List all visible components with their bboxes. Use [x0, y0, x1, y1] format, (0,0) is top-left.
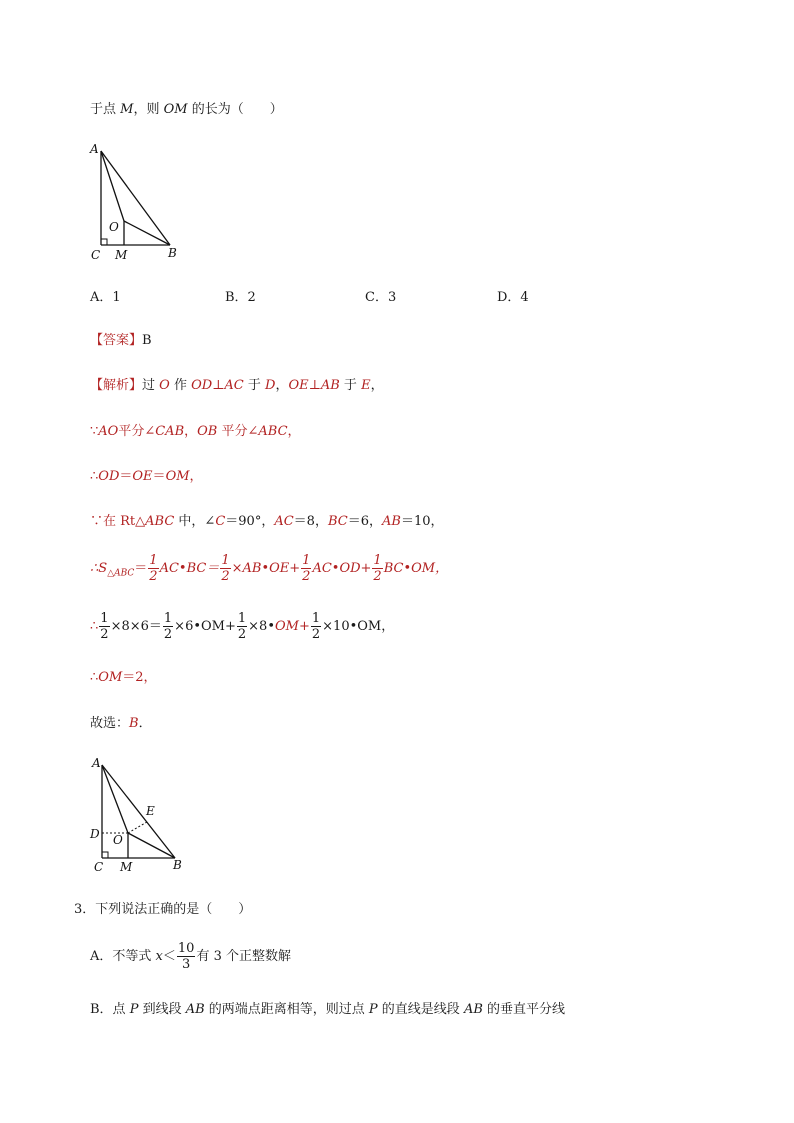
num: 1 — [149, 553, 158, 568]
text: BC•OM， — [383, 561, 449, 576]
label-c: C — [94, 860, 104, 874]
fraction-half — [99, 611, 109, 642]
text: ， — [189, 469, 203, 484]
analysis-line-2 — [90, 422, 301, 442]
text: ＝2， — [122, 670, 157, 685]
fraction-half — [301, 553, 311, 584]
var: C — [215, 514, 226, 529]
text: 中，∠ — [174, 514, 216, 529]
analysis-line-6 — [90, 610, 394, 644]
var: OD⊥AC — [191, 378, 244, 393]
text: ∴S — [90, 561, 108, 576]
var: AB — [381, 514, 401, 529]
var: OM+ — [275, 619, 310, 634]
label-o: O — [109, 220, 119, 234]
fraction-half — [163, 611, 173, 642]
q2-stem-tail — [90, 100, 283, 120]
text: 于 — [243, 378, 266, 393]
label-m: M — [120, 860, 133, 874]
var: OD — [98, 469, 120, 484]
text: ×6•OM+ — [174, 619, 236, 634]
var: OB — [197, 424, 218, 439]
label-d: D — [90, 827, 100, 841]
stem-text: 的长为（ ） — [187, 102, 283, 117]
analysis-line-4 — [90, 512, 443, 532]
text: ， — [184, 424, 198, 439]
q3-option-a[interactable] — [90, 940, 291, 974]
text: 作 — [169, 378, 192, 393]
den: 2 — [311, 627, 321, 642]
text: 故选： — [90, 716, 130, 731]
var: B — [129, 716, 139, 731]
text: 的两端点距离相等，则过点 — [204, 1002, 369, 1017]
stem-text: ，则 — [133, 102, 164, 117]
var: P — [129, 1002, 139, 1017]
label-a: A — [92, 756, 101, 770]
var: ABC — [145, 514, 175, 529]
analysis-line-5 — [90, 552, 448, 591]
num: 1 — [237, 611, 247, 626]
label-a: A — [90, 142, 99, 156]
text: ×10•OM， — [322, 619, 395, 634]
subscript: △ABC — [107, 568, 135, 579]
num: 1 — [311, 611, 321, 626]
analysis-line-8 — [90, 714, 152, 734]
option-c[interactable]: C．3 — [365, 290, 397, 305]
stem-text: 于点 — [90, 102, 121, 117]
var: BC — [327, 514, 348, 529]
q3-stem: 3．下列说法正确的是（ ） — [74, 902, 252, 917]
text: 有 3 个正整数解 — [196, 949, 291, 964]
text: 到线段 — [138, 1002, 186, 1017]
text: AC•BC＝ — [159, 561, 220, 576]
option-b[interactable]: B．2 — [225, 290, 256, 305]
var: CAB — [155, 424, 185, 439]
label-m: M — [115, 248, 128, 262]
text: ＝10， — [400, 514, 444, 529]
var: AC — [274, 514, 294, 529]
analysis-line-3 — [90, 467, 203, 487]
text: 的直线是线段 — [377, 1002, 464, 1017]
den: 2 — [221, 569, 230, 584]
num: 1 — [221, 553, 230, 568]
text: ， — [370, 378, 384, 393]
fraction-half — [148, 553, 158, 584]
fraction-half — [237, 611, 247, 642]
answer-value: B — [142, 333, 152, 348]
fraction-half — [311, 611, 321, 642]
text: B．点 — [90, 1002, 130, 1017]
text: ＝8， — [293, 514, 328, 529]
q3-option-b[interactable] — [90, 1000, 565, 1020]
text: A．不等式 — [90, 949, 156, 964]
den: 3 — [182, 957, 191, 972]
text: AC•OD+ — [312, 561, 372, 576]
num: 10 — [177, 941, 195, 956]
label-c: C — [91, 248, 101, 262]
text: ， — [287, 424, 301, 439]
var: P — [368, 1002, 378, 1017]
text: ×8×6＝ — [110, 619, 162, 634]
fraction-half — [220, 553, 230, 584]
text: ＝ — [152, 469, 166, 484]
fraction-half — [372, 553, 382, 584]
text: ×AB•OE+ — [231, 561, 301, 576]
text: ， — [275, 378, 289, 393]
triangle-figure-1 — [80, 138, 200, 266]
text: ∴ — [90, 619, 99, 634]
label-b: B — [168, 246, 177, 260]
text: 平分∠ — [118, 424, 156, 439]
var: D — [265, 378, 276, 393]
text: ＝90°， — [225, 514, 275, 529]
fraction-ten-thirds — [177, 941, 196, 972]
text: ． — [138, 716, 152, 731]
text: 于 — [339, 378, 362, 393]
text: ＝ — [119, 469, 133, 484]
option-a[interactable]: A．1 — [90, 290, 121, 305]
text: ＜ — [162, 949, 176, 964]
option-d[interactable]: D．4 — [497, 290, 529, 305]
analysis-line-7 — [90, 668, 157, 688]
var: ABC — [258, 424, 288, 439]
text: ∴ — [90, 670, 99, 685]
den: 2 — [100, 627, 109, 642]
var: x — [155, 949, 163, 964]
text: 平分∠ — [217, 424, 259, 439]
den: 2 — [373, 569, 382, 584]
analysis-line-1 — [90, 376, 384, 396]
answer-line — [90, 331, 152, 351]
triangle-figure-2 — [80, 752, 200, 880]
text: ×8• — [248, 619, 275, 634]
text: ＝ — [134, 561, 148, 576]
var: OM — [165, 469, 190, 484]
var: E — [361, 378, 371, 393]
num: 1 — [100, 611, 109, 626]
var: AB — [463, 1002, 483, 1017]
label-o: O — [113, 833, 123, 847]
text: 过 — [142, 378, 160, 393]
text: ∵ — [90, 424, 99, 439]
text: ∵在 Rt△ — [90, 514, 146, 529]
analysis-tag: 【解析】 — [90, 378, 143, 393]
var: AB — [185, 1002, 205, 1017]
text: ＝6， — [347, 514, 382, 529]
var: OE⊥AB — [288, 378, 340, 393]
den: 2 — [163, 627, 173, 642]
var: O — [159, 378, 170, 393]
var: OM — [98, 670, 123, 685]
num: 1 — [373, 553, 382, 568]
stem-var-m: M — [120, 102, 134, 117]
var: OE — [132, 469, 153, 484]
den: 2 — [237, 627, 247, 642]
stem-var-om: OM — [163, 102, 188, 117]
answer-tag: 【答案】 — [90, 333, 143, 348]
num: 1 — [302, 553, 311, 568]
label-e: E — [146, 804, 155, 818]
den: 2 — [302, 569, 311, 584]
text: 的垂直平分线 — [482, 1002, 566, 1017]
var: AO — [98, 424, 119, 439]
text: ∴ — [90, 469, 99, 484]
num: 1 — [163, 611, 173, 626]
label-b: B — [173, 858, 182, 872]
den: 2 — [149, 569, 158, 584]
